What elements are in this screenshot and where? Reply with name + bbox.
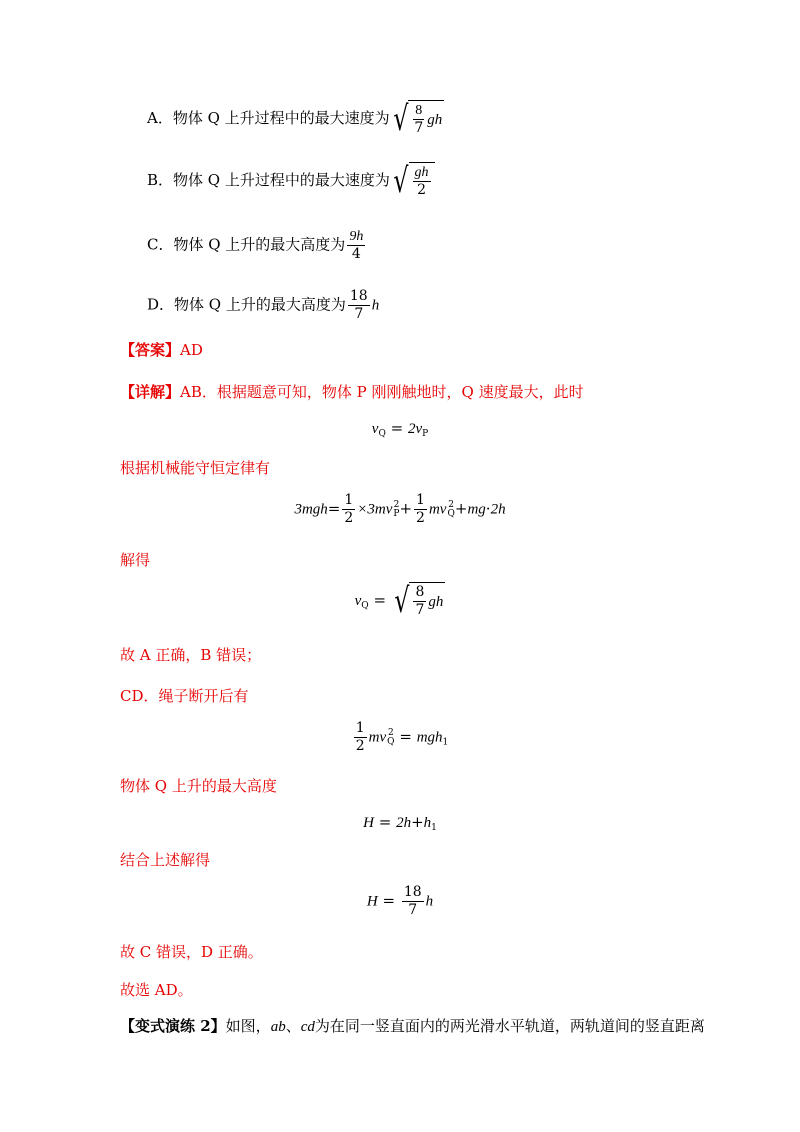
sqrt-symbol: √ $\frac{8}{7}$ gh xyxy=(394,581,444,621)
equation-4: $\frac{1}{2}$ mv 2 Q = mgh$_1$ xyxy=(355,720,449,754)
detail-line-9: 故选 AD。 xyxy=(120,981,193,999)
detail-line-7: 结合上述解得 xyxy=(120,851,211,869)
answer-line xyxy=(120,340,203,360)
answer-value: AD xyxy=(180,341,203,359)
option-a-text: A．物体 Q 上升过程中的最大速度为 xyxy=(147,109,390,127)
option-a xyxy=(147,100,444,138)
detail-line-4: 故 A 正确，B 错误； xyxy=(120,646,262,664)
detail-line-6: 物体 Q 上升的最大高度 xyxy=(120,777,277,795)
option-c: C．物体 Q 上升的最大高度为 $\frac{9h}{4}$ xyxy=(147,229,364,262)
detail-line-3: 解得 xyxy=(120,551,151,569)
variant-tag: 【变式演练 2】 xyxy=(120,1017,226,1035)
sqrt-symbol: √ $\frac{8}{7}$ gh xyxy=(392,99,443,139)
detail-line-5: CD．绳子断开后有 xyxy=(120,687,249,705)
sqrt-symbol: √ $\frac{gh}{2}$ xyxy=(390,162,435,200)
equation-2: 3mgh= $\frac{1}{2}$ ×3mv 2 P + $\frac{1}{2}$ mv 2 Q +mg·2h xyxy=(294,492,506,526)
option-b xyxy=(147,162,435,200)
equation-5: $H = 2h+h_1$ xyxy=(363,813,437,833)
detail-line-8: 故 C 错误，D 正确。 xyxy=(120,943,263,961)
answer-tag: 【答案】 xyxy=(120,341,181,359)
option-d: D．物体 Q 上升的最大高度为 $\frac{18}{7}$ h xyxy=(147,288,380,322)
option-b-text: B．物体 Q 上升过程中的最大速度为 xyxy=(147,171,390,189)
detail-tag: 【详解】 xyxy=(120,383,181,401)
option-d-text: D．物体 Q 上升的最大高度为 xyxy=(147,295,346,314)
detail-line-1: 【详解】AB．根据题意可知，物体 P 刚刚触地时，Q 速度最大，此时 xyxy=(120,383,584,401)
equation-1: $v_Q = 2v_P$ xyxy=(371,419,429,439)
equation-3: $v_Q$ = √ $\frac{8}{7}$ gh xyxy=(354,581,444,621)
variant-line: 【变式演练 2】如图，ab、cd为在同一竖直面内的两光滑水平轨道，两轨道间的竖直距离 xyxy=(120,1017,705,1035)
equation-6: H = $\frac{18}{7}$ h xyxy=(366,884,434,918)
detail-line-2: 根据机械能守恒定律有 xyxy=(120,459,271,477)
option-c-text: C．物体 Q 上升的最大高度为 xyxy=(147,235,346,254)
